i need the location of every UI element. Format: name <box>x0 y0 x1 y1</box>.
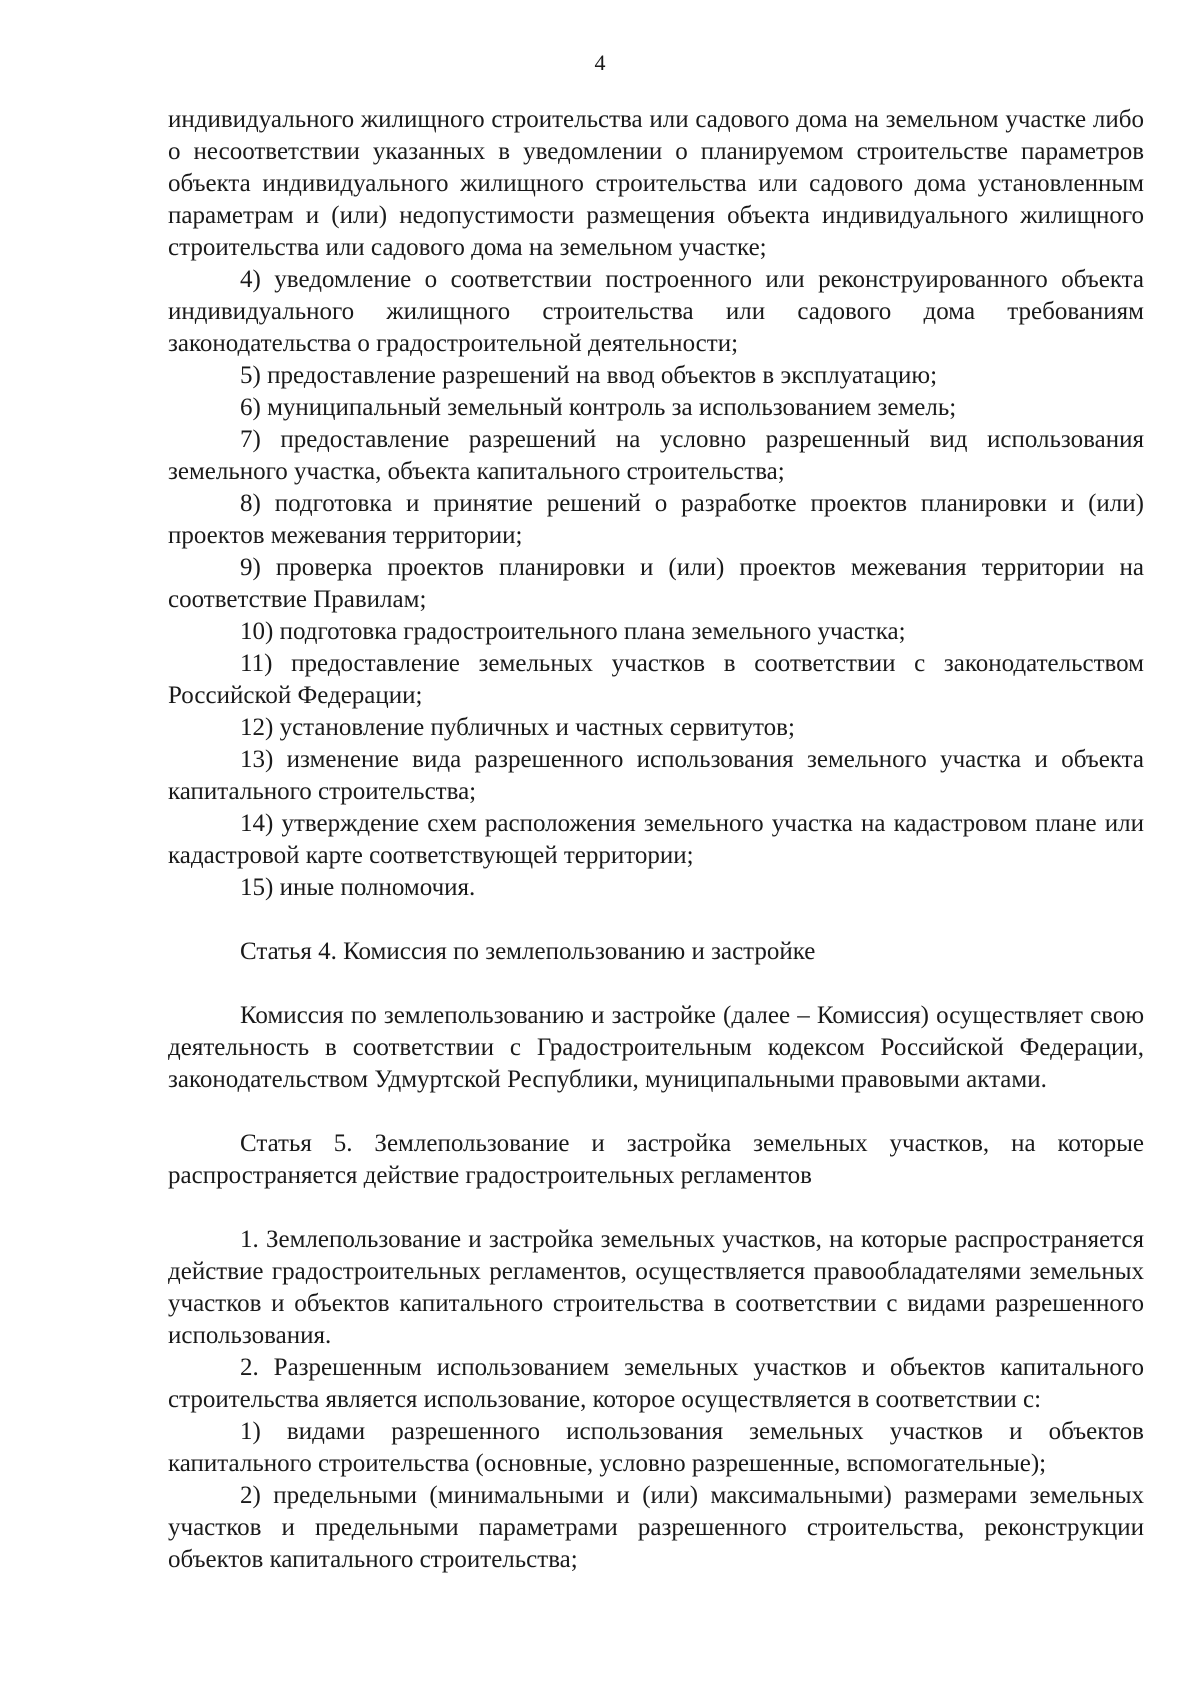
list-item-8: 8) подготовка и принятие решений о разработке проектов планировки и (или) проектов межевания территории; <box>168 490 1144 549</box>
list-item-12: 12) установление публичных и частных сервитутов; <box>240 714 795 741</box>
article-5-subitem-1: 1) видами разрешенного использования земельных участков и объектов капитального строительства (основные, условно разрешенные, вспомогательные); <box>168 1418 1144 1477</box>
list-item-5: 5) предоставление разрешений на ввод объектов в эксплуатацию; <box>240 362 938 389</box>
spacer <box>168 1192 1144 1224</box>
list-item-6: 6) муниципальный земельный контроль за использованием земель; <box>240 394 957 421</box>
list-item-10: 10) подготовка градостроительного плана земельного участка; <box>240 618 906 645</box>
article-5-heading: Статья 5. Землепользование и застройка земельных участков, на которые распространяется действие градостроительных регламентов <box>168 1130 1144 1189</box>
continuation-paragraph: индивидуального жилищного строительства или садового дома на земельном участке либо о несоответствии указанных в уведомлении о планируемом строительстве параметров объекта индивидуального жилищного строительства или садового дома установленным параметрам и (или) недопустимости размещения объекта индивидуального жилищного строительства или садового дома на земельном участке; <box>168 106 1144 261</box>
article-5-paragraph-2: 2. Разрешенным использованием земельных участков и объектов капитального строительства является использование, которое осуществляется в соответствии с: <box>168 1354 1144 1413</box>
list-item-13: 13) изменение вида разрешенного использования земельного участка и объекта капитального строительства; <box>168 746 1144 805</box>
list-item-7: 7) предоставление разрешений на условно разрешенный вид использования земельного участка, объекта капитального строительства; <box>168 426 1144 485</box>
spacer <box>168 904 1144 936</box>
spacer <box>168 1096 1144 1128</box>
list-item-15: 15) иные полномочия. <box>240 874 476 901</box>
document-body <box>168 104 1144 1576</box>
article-4-paragraph: Комиссия по землепользованию и застройке (далее – Комиссия) осуществляет свою деятельность в соответствии с Градостроительным кодексом Российской Федерации, законодательством Удмуртской Республики, муниципальными правовыми актами. <box>168 1002 1144 1093</box>
spacer <box>168 968 1144 1000</box>
article-5-subitem-2: 2) предельными (минимальными и (или) максимальными) размерами земельных участков и предельными параметрами разрешенного строительства, реконструкции объектов капитального строительства; <box>168 1482 1144 1573</box>
list-item-11: 11) предоставление земельных участков в соответствии с законодательством Российской Федерации; <box>168 650 1144 709</box>
article-4-heading: Статья 4. Комиссия по землепользованию и застройке <box>240 938 816 965</box>
list-item-9: 9) проверка проектов планировки и (или) проектов межевания территории на соответствие Правилам; <box>168 554 1144 613</box>
list-item-14: 14) утверждение схем расположения земельного участка на кадастровом плане или кадастровой карте соответствующей территории; <box>168 810 1144 869</box>
article-5-paragraph-1: 1. Землепользование и застройка земельных участков, на которые распространяется действие градостроительных регламентов, осуществляется правообладателями земельных участков и объектов капитального строительства в соответствии с видами разрешенного использования. <box>168 1226 1144 1349</box>
page-number: 4 <box>594 50 606 75</box>
list-item-4: 4) уведомление о соответствии построенного или реконструированного объекта индивидуального жилищного строительства или садового дома требованиям законодательства о градостроительной деятельности; <box>168 266 1144 357</box>
